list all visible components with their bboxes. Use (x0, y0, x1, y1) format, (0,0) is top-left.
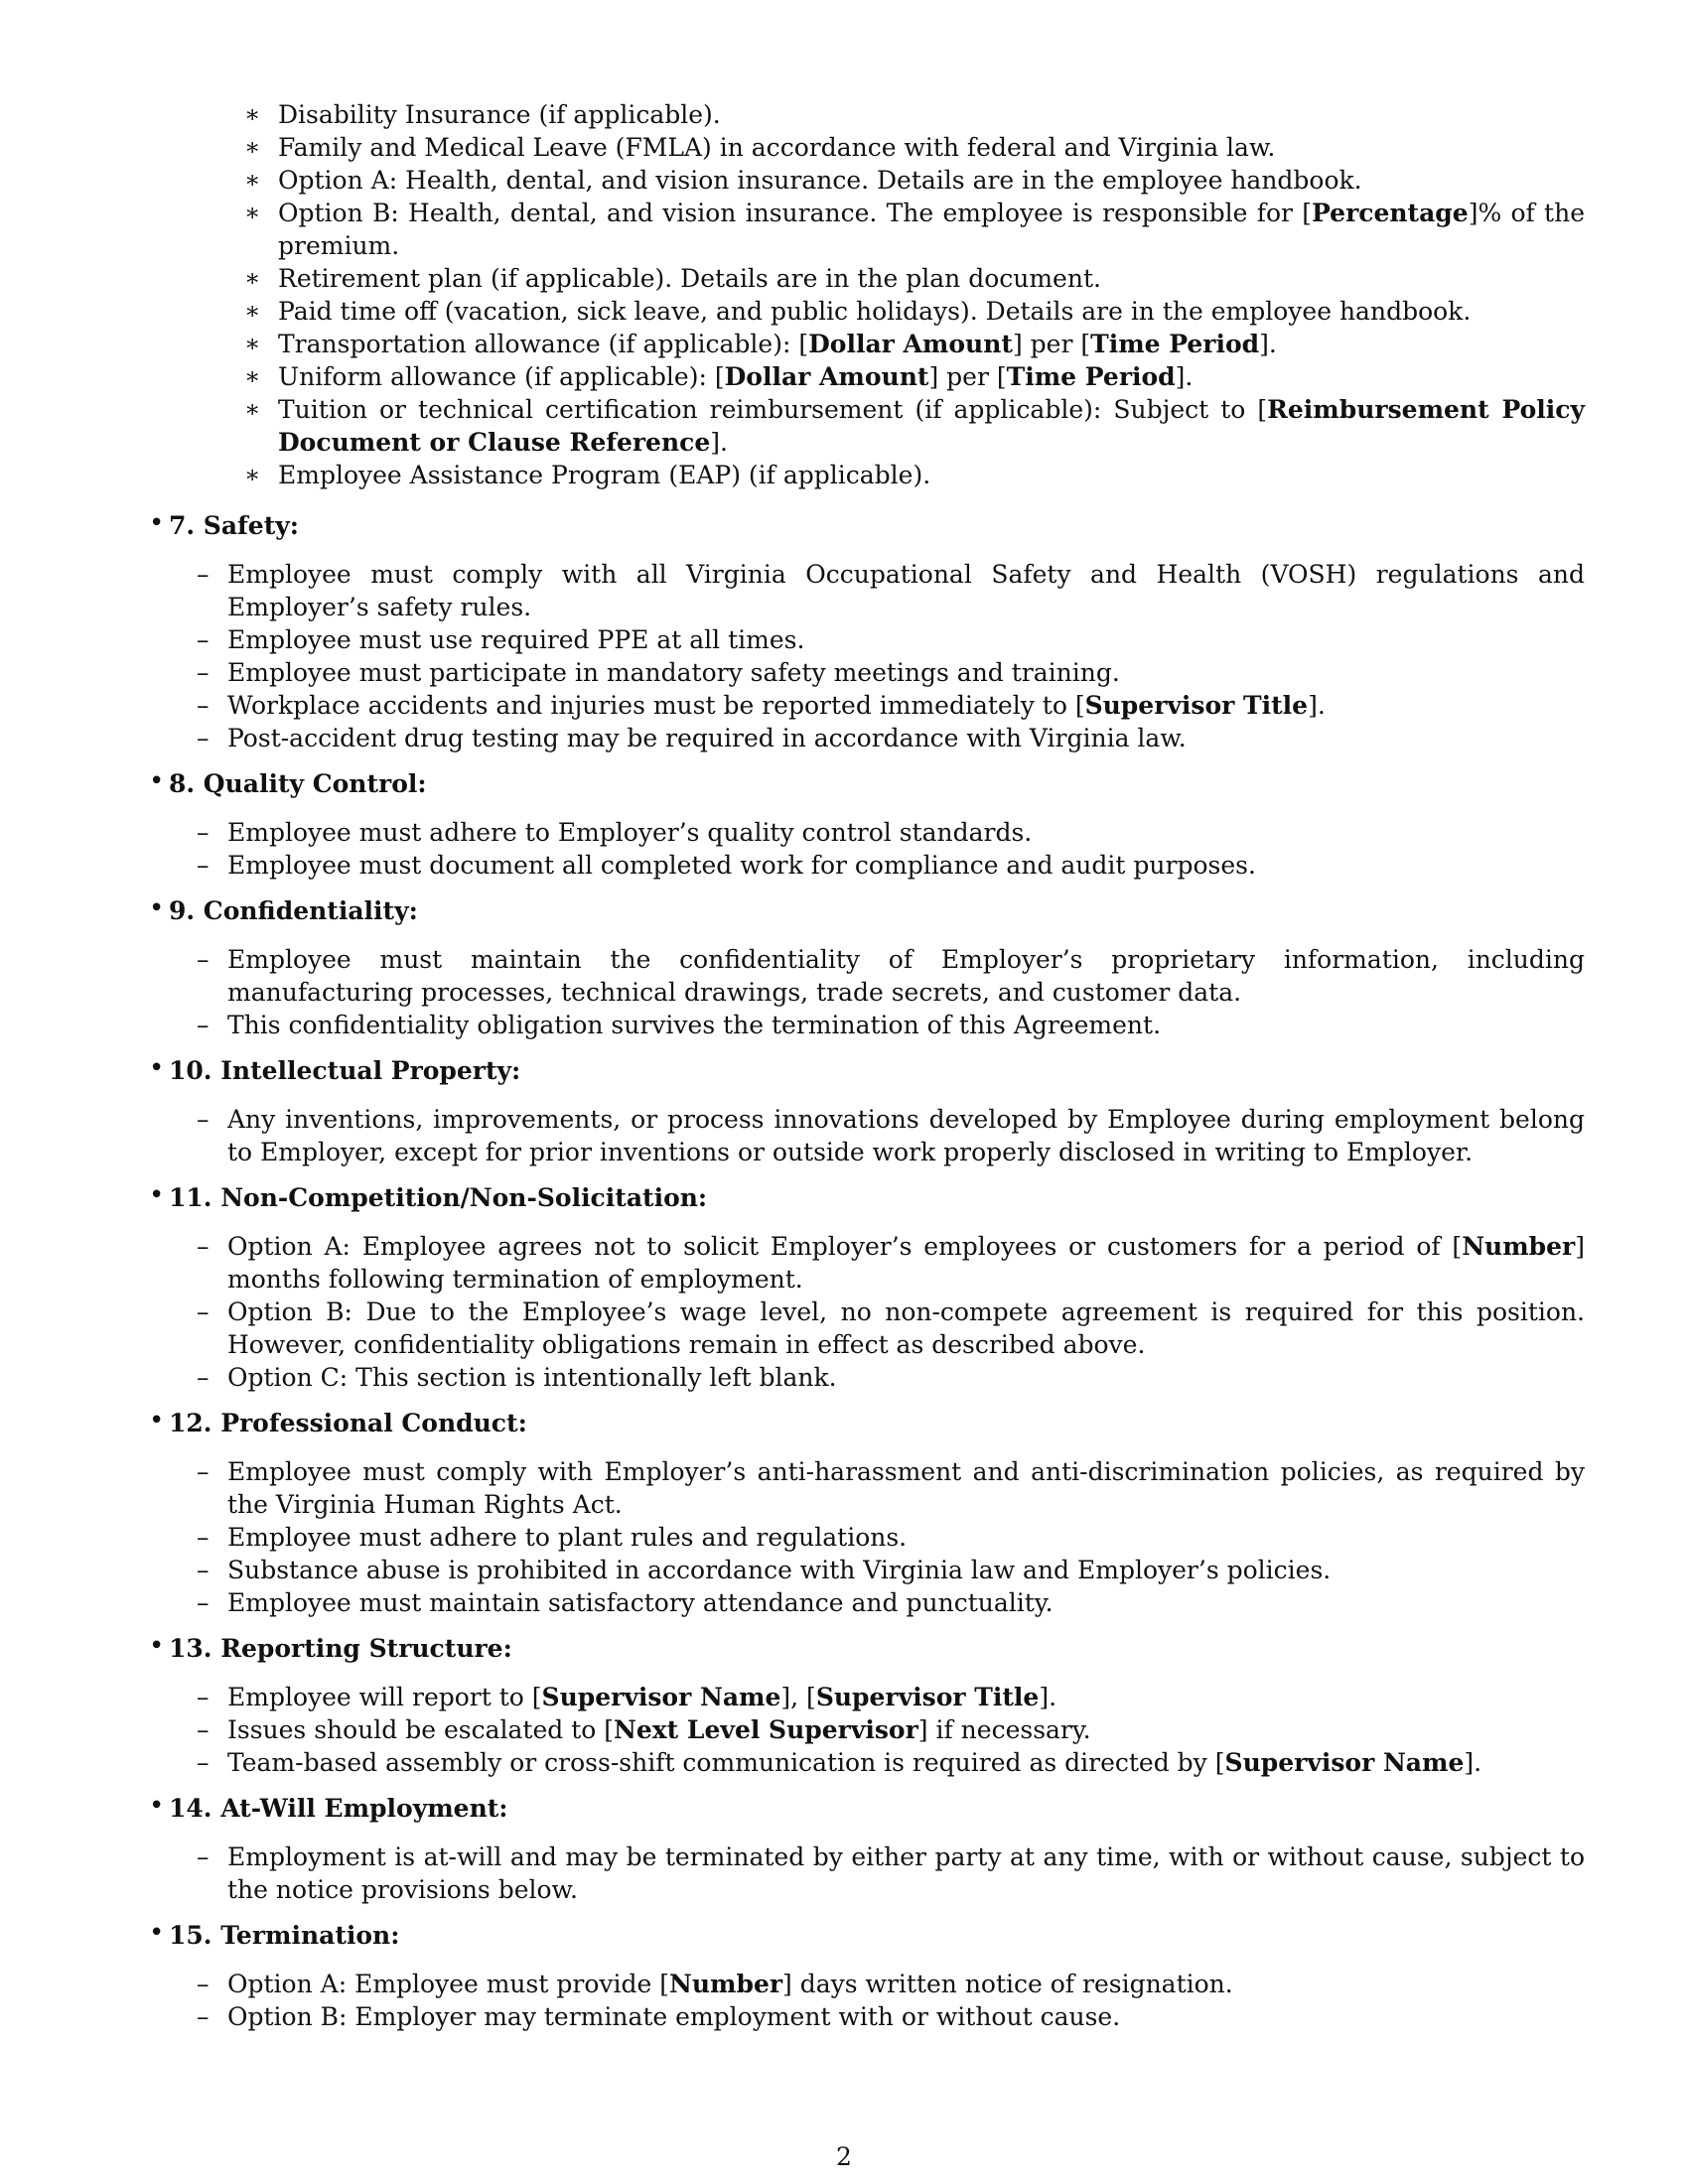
bullet-icon: • (149, 766, 165, 796)
item-text (227, 2002, 1120, 2031)
list-item (197, 623, 1585, 656)
text-run: ]% of the premium. (278, 199, 1585, 260)
section-title: 12. Professional Conduct: (169, 1409, 527, 1437)
benefits-list (242, 98, 1585, 491)
dash-bullet-icon: – (197, 1748, 210, 1777)
section-title: 14. At-Will Employment: (169, 1794, 508, 1823)
list-item (197, 1455, 1585, 1521)
section-items (197, 1841, 1585, 1906)
benefit-text (278, 100, 721, 129)
page-number: 2 (836, 2142, 852, 2171)
placeholder-field: Supervisor Name (541, 1683, 781, 1711)
asterisk-bullet-icon: ∗ (244, 297, 261, 325)
text-run: ]. (1308, 691, 1326, 720)
list-item (197, 1296, 1585, 1361)
text-run: Employee must adhere to plant rules and regulations. (227, 1523, 908, 1552)
item-text (227, 1457, 1585, 1519)
dash-bullet-icon: – (197, 691, 210, 720)
placeholder-field: Supervisor Title (815, 1683, 1040, 1711)
item-text (227, 560, 1585, 621)
benefit-text (278, 461, 930, 489)
section (149, 1919, 1585, 2033)
text-run: ]. (710, 428, 728, 457)
placeholder-field: Next Level Supervisor (614, 1715, 918, 1744)
dash-bullet-icon: – (197, 1457, 210, 1486)
benefit-item (242, 164, 1585, 197)
text-run: This confidentiality obligation survives the termination of this Agreement. (227, 1011, 1162, 1039)
text-run: Option C: This section is intentionally left blank. (227, 1363, 837, 1392)
item-text (227, 1011, 1161, 1039)
text-run: Employee must maintain satisfactory attendance and punctuality. (227, 1588, 1054, 1617)
placeholder-field: Supervisor Title (1084, 691, 1309, 720)
text-run: Employee must comply with Employer’s anti-harassment and anti-discrimination policies, as required by the Virginia Human Rights Act. (227, 1457, 1585, 1519)
text-run: Option B: Employer may terminate employment with or without cause. (227, 2002, 1121, 2031)
text-run: Employee Assistance Program (EAP) (if applicable). (278, 461, 931, 489)
dash-bullet-icon: – (197, 1843, 210, 1871)
bullet-icon: • (149, 1918, 165, 1948)
dash-bullet-icon: – (197, 1970, 210, 1998)
list-item (197, 1681, 1585, 1713)
dash-bullet-icon: – (197, 1297, 210, 1326)
text-run: ] per [ (1012, 330, 1091, 358)
item-text (227, 1715, 1091, 1744)
section-title: 9. Confidentiality: (169, 896, 418, 925)
dash-bullet-icon: – (197, 1232, 210, 1261)
dash-bullet-icon: – (197, 2002, 210, 2031)
item-text (227, 625, 804, 654)
dash-bullet-icon: – (197, 1588, 210, 1617)
list-item (197, 722, 1585, 754)
benefit-item (242, 295, 1585, 328)
section-heading (149, 894, 1585, 927)
text-run: Employee must document all completed work for compliance and audit purposes. (227, 851, 1256, 880)
item-text (227, 851, 1256, 880)
dash-bullet-icon: – (197, 945, 210, 974)
section-items (197, 1103, 1585, 1168)
text-run: ]. (1259, 330, 1277, 358)
dash-bullet-icon: – (197, 1011, 210, 1039)
asterisk-bullet-icon: ∗ (244, 199, 261, 226)
text-run: Transportation allowance (if applicable): [ (278, 330, 809, 358)
dash-bullet-icon: – (197, 625, 210, 654)
placeholder-field: Percentage (1312, 199, 1469, 227)
bullet-icon: • (149, 1053, 165, 1083)
text-run: Employee must participate in mandatory safety meetings and training. (227, 658, 1120, 687)
dash-bullet-icon: – (197, 1683, 210, 1711)
text-run: Employee must comply with all Virginia Occupational Safety and Health (VOSH) regulations and Employer’s safety rules. (227, 560, 1585, 621)
text-run: Retirement plan (if applicable). Details are in the plan document. (278, 264, 1101, 293)
dash-bullet-icon: – (197, 1715, 210, 1744)
benefit-text (278, 297, 1471, 326)
asterisk-bullet-icon: ∗ (244, 100, 261, 128)
text-run: ]. (1175, 362, 1194, 391)
section-heading (149, 767, 1585, 800)
text-run: Substance abuse is prohibited in accordance with Virginia law and Employer’s policies. (227, 1556, 1332, 1584)
dash-bullet-icon: – (197, 1556, 210, 1584)
section (149, 1407, 1585, 1619)
section-items (197, 816, 1585, 882)
text-run: Option A: Health, dental, and vision insurance. Details are in the employee handbook. (278, 166, 1362, 195)
text-run: Option A: Employee must provide [ (227, 1970, 669, 1998)
benefit-item (242, 360, 1585, 393)
text-run: ]. (1039, 1683, 1057, 1711)
benefit-text (278, 264, 1101, 293)
section-heading (149, 1407, 1585, 1439)
list-item (197, 1361, 1585, 1394)
section-heading (149, 1054, 1585, 1087)
section (149, 894, 1585, 1041)
list-item (197, 849, 1585, 882)
list-item (197, 558, 1585, 623)
benefit-item (242, 393, 1585, 459)
text-run: ] if necessary. (917, 1715, 1091, 1744)
text-run: Uniform allowance (if applicable): [ (278, 362, 725, 391)
item-text (227, 1232, 1585, 1294)
list-item (197, 2000, 1585, 2033)
dash-bullet-icon: – (197, 1105, 210, 1134)
text-run: Any inventions, improvements, or process innovations developed by Employee during employment belong to Employer, except for prior inventions or outside work properly disclosed in writing to Employer. (227, 1105, 1585, 1166)
item-text (227, 1556, 1331, 1584)
item-text (227, 1748, 1481, 1777)
item-text (227, 1843, 1585, 1904)
section-title: 11. Non-Competition/Non-Solicitation: (169, 1183, 708, 1212)
item-text (227, 1588, 1054, 1617)
list-item (197, 1746, 1585, 1779)
benefit-text (278, 166, 1362, 195)
list-item (197, 1103, 1585, 1168)
asterisk-bullet-icon: ∗ (244, 395, 261, 423)
bullet-icon: • (149, 508, 165, 538)
benefit-item (242, 98, 1585, 131)
text-run: ] per [ (928, 362, 1007, 391)
section (149, 1792, 1585, 1906)
section (149, 509, 1585, 754)
benefit-text (278, 330, 1277, 358)
section-title: 10. Intellectual Property: (169, 1056, 521, 1085)
item-text (227, 1105, 1585, 1166)
list-item (197, 1554, 1585, 1586)
bullet-icon: • (149, 893, 165, 923)
benefit-item (242, 328, 1585, 360)
text-run: Disability Insurance (if applicable). (278, 100, 721, 129)
section-heading (149, 1792, 1585, 1825)
text-run: Workplace accidents and injuries must be reported immediately to [ (227, 691, 1085, 720)
section-title: 13. Reporting Structure: (169, 1634, 512, 1663)
text-run: ] months following termination of employment. (227, 1232, 1585, 1294)
text-run: Team-based assembly or cross-shift communication is required as directed by [ (227, 1748, 1225, 1777)
text-run: Option A: Employee agrees not to solicit Employer’s employees or customers for a period of [ (227, 1232, 1463, 1261)
dash-bullet-icon: – (197, 658, 210, 687)
benefit-item (242, 197, 1585, 262)
list-item (197, 943, 1585, 1009)
benefit-text (278, 362, 1193, 391)
item-text (227, 1297, 1585, 1359)
text-run: ] days written notice of resignation. (782, 1970, 1233, 1998)
section-heading (149, 1181, 1585, 1214)
bullet-icon: • (149, 1406, 165, 1435)
list-item (197, 1841, 1585, 1906)
placeholder-field: Supervisor Name (1224, 1748, 1465, 1777)
placeholder-field: Dollar Amount (724, 362, 929, 391)
dash-bullet-icon: – (197, 818, 210, 847)
text-run: ]. (1464, 1748, 1482, 1777)
list-item (197, 816, 1585, 849)
placeholder-field: Number (1462, 1232, 1576, 1261)
item-text (227, 1970, 1233, 1998)
item-text (227, 1683, 1056, 1711)
item-text (227, 658, 1120, 687)
dash-bullet-icon: – (197, 1363, 210, 1392)
item-text (227, 1363, 837, 1392)
placeholder-field: Reimbursement Policy Document or Clause Reference (278, 395, 1585, 457)
dash-bullet-icon: – (197, 851, 210, 880)
dash-bullet-icon: – (197, 724, 210, 752)
list-item (197, 1586, 1585, 1619)
section-title: 8. Quality Control: (169, 769, 427, 798)
asterisk-bullet-icon: ∗ (244, 133, 261, 161)
placeholder-field: Dollar Amount (808, 330, 1013, 358)
benefit-item (242, 131, 1585, 164)
text-run: Post-accident drug testing may be required in accordance with Virginia law. (227, 724, 1187, 752)
section-items (197, 558, 1585, 754)
section-heading (149, 1632, 1585, 1665)
bullet-icon: • (149, 1180, 165, 1210)
bullet-icon: • (149, 1631, 165, 1661)
section-items (197, 1681, 1585, 1779)
text-run: Option B: Health, dental, and vision insurance. The employee is responsible for [ (278, 199, 1313, 227)
asterisk-bullet-icon: ∗ (244, 461, 261, 488)
text-run: Tuition or technical certification reimbursement (if applicable): Subject to [ (278, 395, 1268, 424)
item-text (227, 691, 1326, 720)
section-items (197, 1455, 1585, 1619)
list-item (197, 1230, 1585, 1296)
section-items (197, 1230, 1585, 1394)
bullet-icon: • (149, 1791, 165, 1821)
benefit-text (278, 133, 1275, 162)
text-run: Employee must adhere to Employer’s quality control standards. (227, 818, 1033, 847)
benefit-item (242, 262, 1585, 295)
list-item (197, 1968, 1585, 2000)
benefit-text (278, 199, 1585, 260)
section-items (197, 943, 1585, 1041)
benefit-item (242, 459, 1585, 491)
section (149, 767, 1585, 882)
placeholder-field: Number (668, 1970, 783, 1998)
sections-list (149, 509, 1585, 2046)
section-heading (149, 509, 1585, 542)
section-items (197, 1968, 1585, 2033)
text-run: Employee must use required PPE at all times. (227, 625, 805, 654)
placeholder-field: Time Period (1006, 362, 1176, 391)
list-item (197, 1009, 1585, 1041)
section-title: 7. Safety: (169, 511, 300, 540)
text-run: Paid time off (vacation, sick leave, and public holidays). Details are in the employee handbook. (278, 297, 1472, 326)
item-text (227, 724, 1187, 752)
dash-bullet-icon: – (197, 1523, 210, 1552)
item-text (227, 1523, 907, 1552)
item-text (227, 945, 1585, 1007)
text-run: Issues should be escalated to [ (227, 1715, 615, 1744)
dash-bullet-icon: – (197, 560, 210, 589)
text-run: ], [ (780, 1683, 816, 1711)
section (149, 1632, 1585, 1779)
text-run: Family and Medical Leave (FMLA) in accordance with federal and Virginia law. (278, 133, 1276, 162)
list-item (197, 1713, 1585, 1746)
asterisk-bullet-icon: ∗ (244, 264, 261, 292)
asterisk-bullet-icon: ∗ (244, 362, 261, 390)
placeholder-field: Time Period (1090, 330, 1260, 358)
asterisk-bullet-icon: ∗ (244, 166, 261, 194)
text-run: Option B: Due to the Employee’s wage level, no non-compete agreement is required for this position. However, confidentiality obligations remain in effect as described above. (227, 1297, 1585, 1359)
section (149, 1054, 1585, 1168)
list-item (197, 656, 1585, 689)
asterisk-bullet-icon: ∗ (244, 330, 261, 357)
list-item (197, 1521, 1585, 1554)
section-title: 15. Termination: (169, 1921, 400, 1950)
section-heading (149, 1919, 1585, 1952)
list-item (197, 689, 1585, 722)
section (149, 1181, 1585, 1394)
text-run: Employee must maintain the confidentiality of Employer’s proprietary information, including manufacturing processes, technical drawings, trade secrets, and customer data. (227, 945, 1585, 1007)
text-run: Employment is at-will and may be terminated by either party at any time, with or without cause, subject to the notice provisions below. (227, 1843, 1585, 1904)
text-run: Employee will report to [ (227, 1683, 542, 1711)
benefit-text (278, 395, 1585, 457)
item-text (227, 818, 1032, 847)
